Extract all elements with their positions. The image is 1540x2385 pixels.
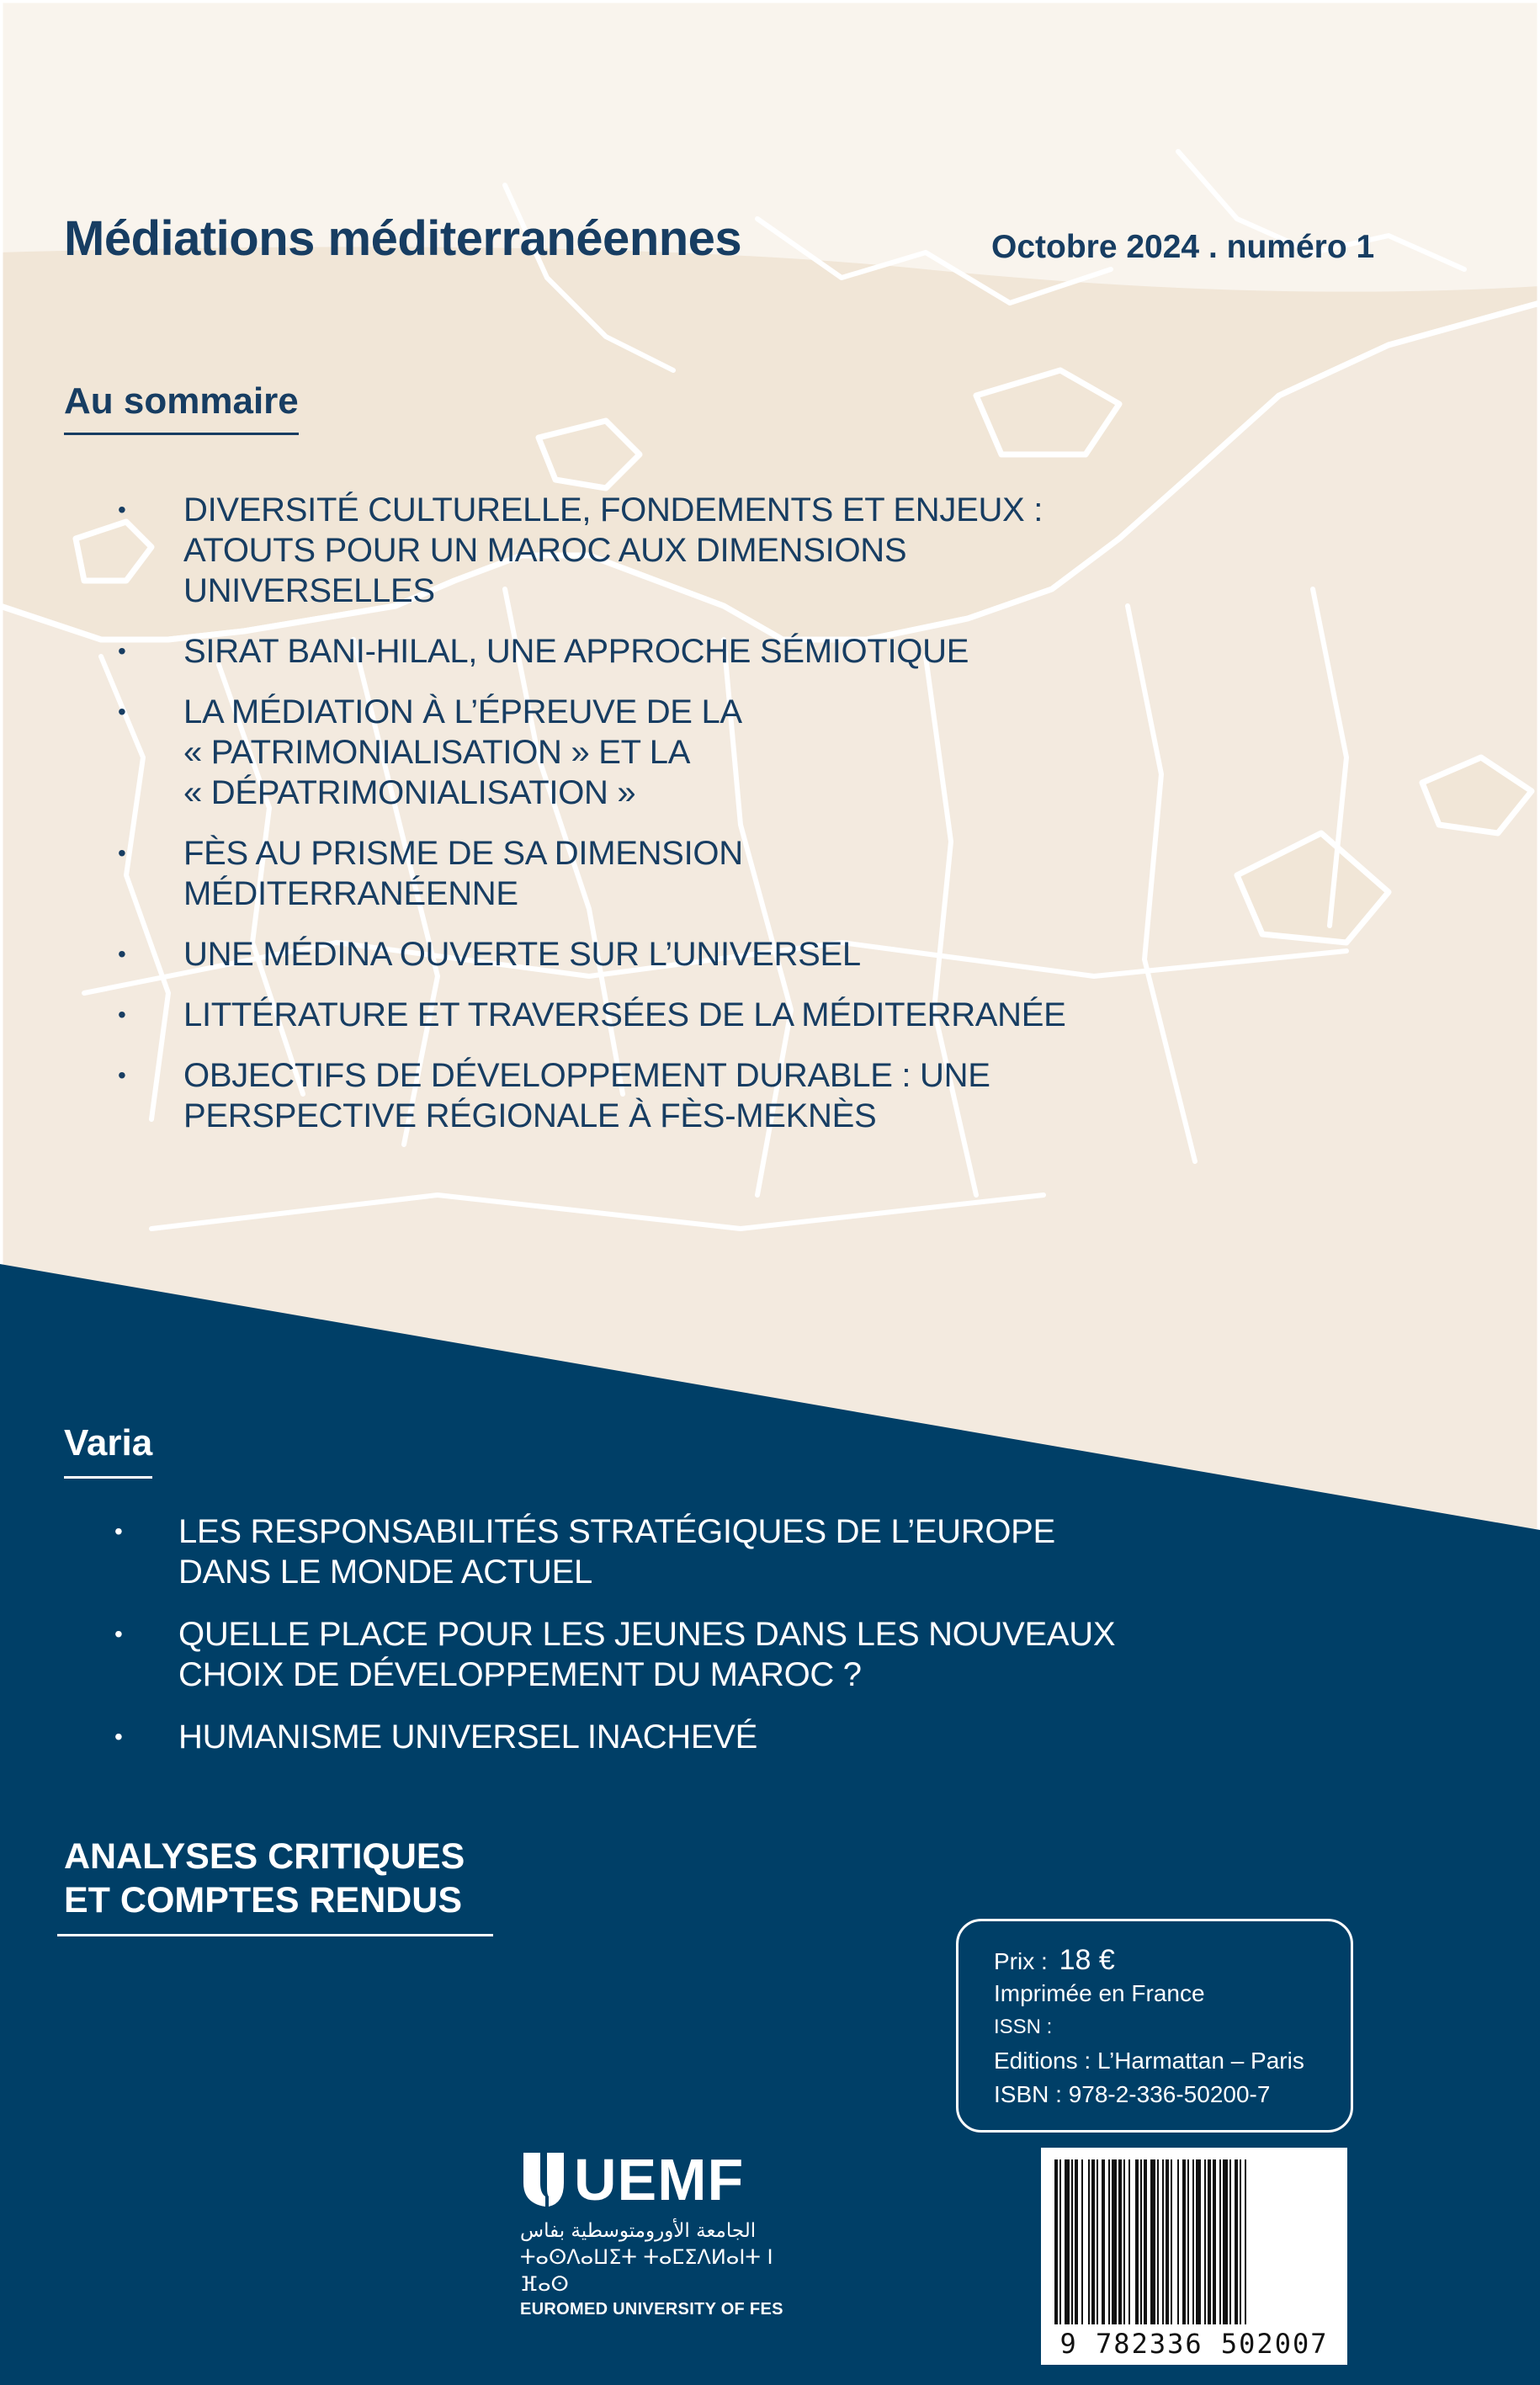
list-item bbox=[114, 1511, 1200, 1592]
barcode-bar bbox=[1223, 2159, 1228, 2324]
analyses-heading bbox=[57, 1835, 493, 1936]
logo-wordmark: UEMF bbox=[574, 2147, 745, 2212]
logo-arabic-text: الجامعة الأورومتوسطية بفاس bbox=[520, 2220, 757, 2242]
list-item bbox=[118, 995, 1153, 1035]
list-item bbox=[114, 1717, 1200, 1757]
barcode-bar bbox=[1081, 2159, 1083, 2324]
item-line: CHOIX DE DÉVELOPPEMENT DU MAROC ? bbox=[178, 1656, 862, 1693]
item-line: DANS LE MONDE ACTUEL bbox=[178, 1554, 592, 1591]
analyses-heading-line: ET COMPTES RENDUS bbox=[64, 1880, 463, 1920]
barcode-bar bbox=[1071, 2159, 1073, 2324]
bullet-icon: • bbox=[118, 941, 126, 967]
bullet-icon: • bbox=[118, 1062, 126, 1088]
barcode-bar bbox=[1187, 2159, 1189, 2324]
barcode-bar bbox=[1091, 2159, 1095, 2324]
bullet-icon: • bbox=[118, 699, 126, 725]
uemf-emblem-icon bbox=[520, 2149, 567, 2208]
barcode-bar bbox=[1102, 2159, 1105, 2324]
bullet-icon: • bbox=[118, 840, 126, 866]
logo-english-text: EUROMED UNIVERSITY OF FES bbox=[520, 2300, 783, 2319]
bullet-icon: • bbox=[114, 1518, 123, 1544]
barcode-bar bbox=[1157, 2159, 1159, 2324]
varia-heading: Varia bbox=[64, 1422, 152, 1479]
issue-info: Octobre 2024 . numéro 1 bbox=[991, 229, 1375, 265]
list-item bbox=[114, 1614, 1200, 1695]
isbn-barcode bbox=[1041, 2148, 1347, 2365]
barcode-bar bbox=[1075, 2159, 1078, 2324]
barcode-bar bbox=[1097, 2159, 1098, 2324]
publisher: Editions : L’Harmattan – Paris bbox=[994, 2048, 1304, 2074]
barcode-bar bbox=[1171, 2159, 1172, 2324]
item-line: UNE MÉDINA OUVERTE SUR L’UNIVERSEL bbox=[183, 936, 861, 973]
journal-title: Médiations méditerranéennes bbox=[64, 211, 742, 266]
item-line: OBJECTIFS DE DÉVELOPPEMENT DURABLE : UNE bbox=[183, 1057, 990, 1094]
bullet-icon: • bbox=[114, 1724, 123, 1750]
barcode-bar bbox=[1213, 2159, 1216, 2324]
price-value: 18 € bbox=[1059, 1944, 1115, 1976]
item-line: DIVERSITÉ CULTURELLE, FONDEMENTS ET ENJEUX : bbox=[183, 491, 1043, 529]
item-line: HUMANISME UNIVERSEL INACHEVÉ bbox=[178, 1718, 758, 1756]
list-item bbox=[118, 631, 1153, 672]
item-line: PERSPECTIVE RÉGIONALE À FÈS-MEKNÈS bbox=[183, 1097, 877, 1134]
bullet-icon: • bbox=[118, 1001, 126, 1028]
isbn: ISBN : 978-2-336-50200-7 bbox=[994, 2081, 1271, 2107]
barcode-bar bbox=[1177, 2159, 1179, 2324]
barcode-bar bbox=[1235, 2159, 1238, 2324]
item-line: MÉDITERRANÉENNE bbox=[183, 875, 518, 912]
barcode-bar bbox=[1118, 2159, 1122, 2324]
barcode-bar bbox=[1128, 2159, 1130, 2324]
bullet-icon: • bbox=[114, 1621, 123, 1647]
item-line: SIRAT BANI-HILAL, UNE APPROCHE SÉMIOTIQUE bbox=[183, 633, 969, 670]
item-line: UNIVERSELLES bbox=[183, 572, 435, 609]
barcode-bar bbox=[1204, 2159, 1206, 2324]
barcode-bar bbox=[1123, 2159, 1125, 2324]
item-line: QUELLE PLACE POUR LES JEUNES DANS LES NOUVEAUX bbox=[178, 1616, 1116, 1653]
list-item bbox=[118, 692, 1153, 813]
barcode-bar bbox=[1182, 2159, 1186, 2324]
list-item bbox=[118, 1055, 1153, 1136]
bullet-icon: • bbox=[118, 638, 126, 664]
price-label: Prix : bbox=[994, 1948, 1048, 1974]
barcode-bar bbox=[1192, 2159, 1194, 2324]
price-line bbox=[994, 1943, 1351, 1977]
bullet-icon: • bbox=[118, 497, 126, 523]
barcode-bar bbox=[1208, 2159, 1211, 2324]
item-line: « DÉPATRIMONIALISATION » bbox=[183, 774, 636, 811]
barcode-bar bbox=[1054, 2159, 1058, 2324]
barcode-bar bbox=[1135, 2159, 1139, 2324]
item-line: ATOUTS POUR UN MAROC AUX DIMENSIONS bbox=[183, 532, 907, 569]
barcode-bar bbox=[1108, 2159, 1110, 2324]
barcode-bar bbox=[1088, 2159, 1090, 2324]
barcode-number: 9 782336 502007 bbox=[1059, 2328, 1329, 2360]
barcode-bars bbox=[1053, 2159, 1336, 2324]
printed-in: Imprimée en France bbox=[994, 1980, 1205, 2006]
logo-row bbox=[515, 2148, 818, 2212]
barcode-bar bbox=[1219, 2159, 1221, 2324]
barcode-bar bbox=[1229, 2159, 1231, 2324]
list-item bbox=[118, 833, 1153, 914]
logo-tifinagh-text: ⵜⴰⵙⴷⴰⵡⵉⵜ ⵜⴰⵎⵉⴷⵍⴰⵏⵜ ⵏ ⴼⴰⵙ bbox=[520, 2245, 773, 2296]
barcode-bar bbox=[1162, 2159, 1164, 2324]
list-item bbox=[118, 934, 1153, 975]
barcode-bar bbox=[1166, 2159, 1169, 2324]
barcode-bar bbox=[1150, 2159, 1155, 2324]
varia-list bbox=[114, 1511, 1200, 1779]
item-line: LES RESPONSABILITÉS STRATÉGIQUES DE L’EUROPE bbox=[178, 1513, 1055, 1550]
barcode-bar bbox=[1065, 2159, 1070, 2324]
uemf-logo bbox=[515, 2148, 818, 2321]
barcode-bar bbox=[1059, 2159, 1061, 2324]
publication-info-box bbox=[956, 1919, 1353, 2133]
list-item bbox=[118, 490, 1153, 611]
barcode-bar bbox=[1240, 2159, 1241, 2324]
barcode-bar bbox=[1112, 2159, 1117, 2324]
barcode-bar bbox=[1144, 2159, 1147, 2324]
sommaire-list bbox=[118, 490, 1153, 1156]
barcode-bar bbox=[1245, 2159, 1246, 2324]
item-line: LA MÉDIATION À L’ÉPREUVE DE LA bbox=[183, 693, 742, 730]
item-line: FÈS AU PRISME DE SA DIMENSION bbox=[183, 835, 743, 872]
issn-label: ISSN : bbox=[994, 2016, 1053, 2038]
barcode-bar bbox=[1140, 2159, 1142, 2324]
item-line: « PATRIMONIALISATION » ET LA bbox=[183, 734, 691, 771]
sommaire-heading: Au sommaire bbox=[64, 380, 299, 435]
item-line: LITTÉRATURE ET TRAVERSÉES DE LA MÉDITERRANÉE bbox=[183, 996, 1066, 1033]
barcode-bar bbox=[1196, 2159, 1201, 2324]
analyses-heading-line: ANALYSES CRITIQUES bbox=[64, 1836, 465, 1877]
